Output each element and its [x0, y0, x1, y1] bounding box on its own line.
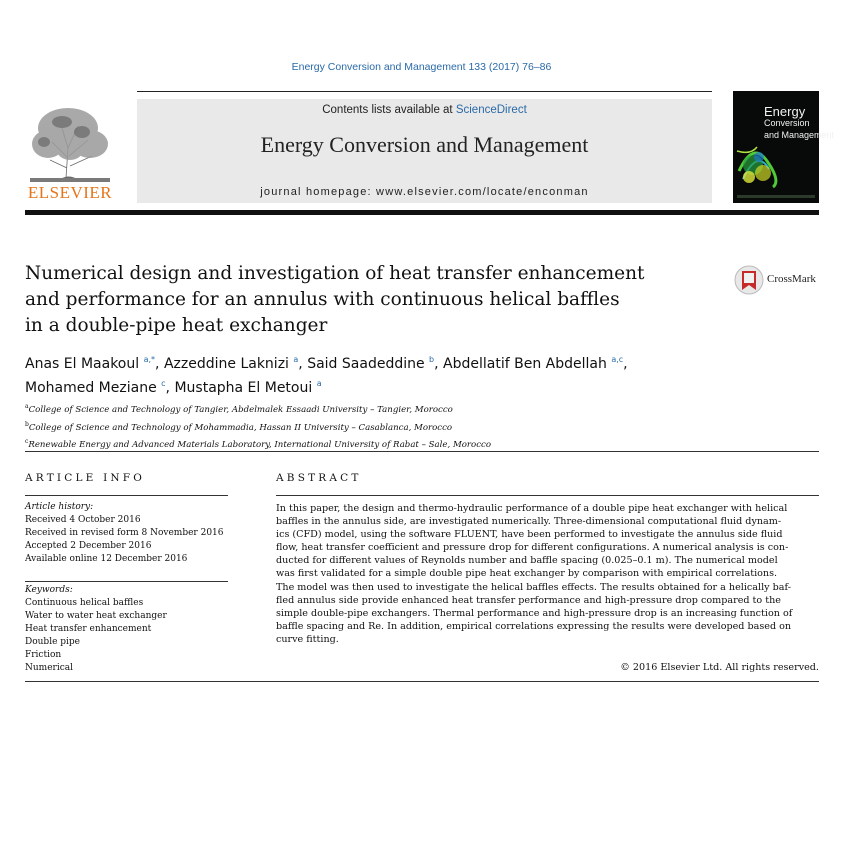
abstract-line: ducted for different values of Reynolds number and baffle spacing (0.025–0.1 m). The numerical model [276, 555, 778, 567]
cover-title [764, 106, 834, 141]
article-info-heading: ARTICLE INFO [25, 472, 146, 484]
abstract-line: In this paper, the design and thermo-hydraulic performance of a double pipe heat exchanger with helical [276, 503, 788, 514]
crossmark-label[interactable]: CrossMark [767, 273, 816, 285]
cover-line-2: Conversion [764, 118, 810, 128]
keywords-rule [25, 581, 228, 582]
keywords-label: Keywords: [25, 585, 73, 595]
affiliations [25, 400, 815, 453]
affiliation-a: $^a$College of Science and Technology of Tangier, Abdelmalek Essaadi University – Tangier, Morocco [25, 403, 453, 415]
history-item: Received 4 October 2016 [25, 515, 141, 525]
abstract-line: baffles in the annulus side, are investigated numerically. Three-dimensional computational fluid dynam- [276, 516, 782, 528]
abstract-line: The model was then used to investigate the helical baffles effects. The results obtained for a helically baf- [276, 581, 791, 593]
keyword: Double pipe [25, 637, 80, 647]
author-list [25, 350, 815, 398]
keyword: Friction [25, 650, 62, 660]
abstract-heading: ABSTRACT [276, 472, 362, 484]
author[interactable]: Mustapha El Metoui $^a$ [174, 379, 322, 396]
abstract-rule [276, 495, 819, 496]
article-info-rule [25, 495, 228, 496]
abstract-line: ics (CFD) model, using the software FLUENT, have been performed to investigate the annulus side fluid [276, 529, 783, 541]
contents-prefix: Contents lists available at [322, 104, 456, 116]
keyword: Continuous helical baffles [25, 598, 144, 608]
abstract-bottom-rule [25, 681, 819, 682]
author[interactable]: Anas El Maakoul $^{a,*}$, [25, 355, 164, 372]
cover-line-1: Energy [764, 104, 806, 119]
abstract-body [276, 502, 819, 646]
journal-citation[interactable]: Energy Conversion and Management 133 (2017) 76–86 [291, 61, 552, 73]
abstract-line: simple double-pipe exchangers. Thermal performance and high-pressure drop is an increasing function of [276, 607, 793, 619]
author[interactable]: Mohamed Meziane $^c$, [25, 379, 175, 396]
history-item: Received in revised form 8 November 2016 [25, 528, 224, 538]
cover-line-3: and Management [764, 130, 835, 140]
paper-title [25, 261, 705, 339]
copyright-notice: © 2016 Elsevier Ltd. All rights reserved. [620, 662, 819, 673]
title-line-3: in a double-pipe heat exchanger [25, 315, 328, 336]
article-history [25, 501, 235, 566]
keyword: Heat transfer enhancement [25, 624, 152, 634]
author[interactable]: Azzeddine Laknizi $^a$, [163, 355, 308, 372]
affiliation-c: $^c$Renewable Energy and Advanced Materials Laboratory, International University of Rabat – Sale, Morocco [25, 438, 492, 450]
title-line-2: and performance for an annulus with continuous helical baffles [25, 289, 620, 310]
author[interactable]: Said Saadeddine $^b$, [307, 355, 444, 372]
contents-line [137, 104, 712, 116]
author[interactable]: Abdellatif Ben Abdellah $^{a,c}$, [443, 355, 628, 372]
history-label: Article history: [25, 502, 94, 512]
affiliation-b: $^b$College of Science and Technology of Mohammadia, Hassan II University – Casablanca, Morocco [25, 420, 453, 433]
abstract-line: flow, heat transfer coefficient and pressure drop for different configurations. A numerical analysis is con- [276, 542, 789, 554]
abstract-line: baffle spacing and Re. In addition, empirical correlations expressing the results were developed based on [276, 620, 792, 632]
abstract-line: was first validated for a simple double pipe heat exchanger by comparison with empirical correlations. [276, 568, 778, 580]
journal-title: Energy Conversion and Management [260, 132, 589, 157]
header-rule [137, 91, 712, 92]
sciencedirect-link[interactable]: ScienceDirect [455, 104, 527, 116]
keyword: Numerical [25, 663, 73, 673]
abstract-line: curve fitting. [276, 633, 339, 645]
elsevier-wordmark: ELSEVIER [27, 183, 113, 202]
section-rule [25, 451, 819, 452]
abstract-line: fled annulus side provide enhanced heat transfer performance and high-pressure drop compared to the [276, 594, 781, 606]
history-item: Available online 12 December 2016 [25, 554, 188, 564]
journal-homepage[interactable]: journal homepage: www.elsevier.com/locate/enconman [260, 186, 589, 198]
header-thick-rule [25, 210, 819, 215]
keyword: Water to water heat exchanger [25, 611, 167, 621]
title-line-1: Numerical design and investigation of heat transfer enhancement [25, 263, 645, 284]
keywords [25, 584, 235, 675]
history-item: Accepted 2 December 2016 [25, 541, 152, 551]
